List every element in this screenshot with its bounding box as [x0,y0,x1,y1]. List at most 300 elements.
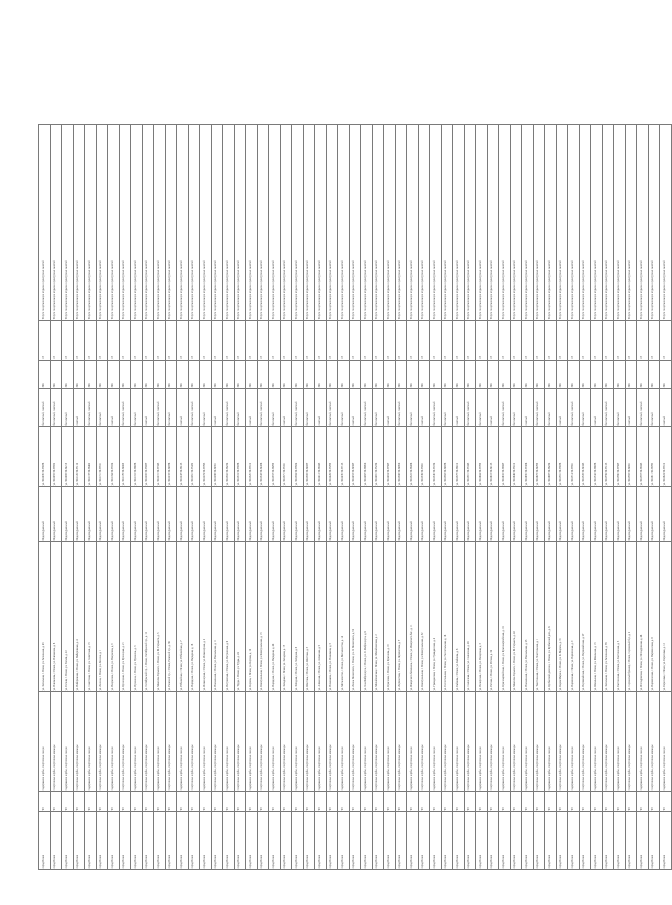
cell-code: ЧЗ [637,792,649,812]
cell-code: ЧЗ [418,792,430,812]
cell-service-description: Услуги по организации отдыха и культурных занятий [602,125,614,321]
cell-municipality: город Псков [211,812,223,870]
cell-municipality: город Псков [349,812,361,870]
cell-category: Спортивные клубы, спортивные команды [50,692,62,792]
cell-payment-type: бесплатный [648,389,660,427]
cell-municipality: город Псков [177,812,189,870]
cell-capacity: 300 [246,361,258,389]
cell-municipality: город Псков [188,812,200,870]
cell-service-description: Услуги по организации отдыха и культурных занятий [326,125,338,321]
cell-address: ул. Звёздная, г. Псков, ул. Звёздная, д. 8 [292,542,304,692]
cell-payment-type: платный [625,389,637,427]
cell-category: Спортивные клубы, спортивные команды [280,692,292,792]
cell-ownership: Индивидуальный [487,487,499,542]
cell-capacity: 300 [487,361,499,389]
cell-address: ул. Красноармейская, г. Псков, ул. Красноармейская, д. 10 [499,542,511,692]
cell-ownership: Индивидуальный [108,487,120,542]
cell-ownership: Индивидуальный [50,487,62,542]
cell-schedule: 1/3 [407,321,419,361]
cell-service-description: Услуги по организации отдыха и культурных занятий [464,125,476,321]
cell-coordinates: ул. 56.0151 56.37921 [96,427,108,487]
cell-coordinates: ул. 56.0439 56.37123 [338,427,350,487]
cell-coordinates: ул. 56.0701 56.35678 [556,427,568,487]
cell-address: ул. Михайловская, г. Псков, ул. Михайловская, д. 2 [372,542,384,692]
cell-ownership: Индивидуальный [269,487,281,542]
cell-coordinates: ул. 56.0329 56.37012 [246,427,258,487]
cell-code: ЧЗ [292,792,304,812]
cell-address: ул. Петровская, г. Псков, ул. Петровская, д. 6 [223,542,235,692]
cell-address: ул. Паровозная, г. Псков, ул. Паровозная, д. 9 [568,542,580,692]
cell-address: ул. Юбилейная, г. Псков, ул. Юбилейная, д. 7 [177,542,189,692]
cell-municipality: город Псков [73,812,85,870]
cell-service-description: Услуги по организации отдыха и культурных занятий [315,125,327,321]
cell-ownership: Индивидуальный [131,487,143,542]
cell-code: ЧЗ [200,792,212,812]
cell-code: ЧЗ [108,792,120,812]
cell-payment-type: бесплатный, платный [39,389,51,427]
cell-code: ЧЗ [73,792,85,812]
cell-capacity: 300 [522,361,534,389]
table-row [556,125,568,870]
cell-code: ЧЗ [522,792,534,812]
cell-code: ЧЗ [372,792,384,812]
cell-ownership: Индивидуальный [119,487,131,542]
cell-category: Спортивные клубы, спортивные команды [464,692,476,792]
cell-category: Содержание клубы, спортивные секции [108,692,120,792]
cell-coordinates: ул. 56.0673 56.34789 [533,427,545,487]
cell-schedule: 1/3 [464,321,476,361]
cell-service-description: Услуги по организации отдыха и культурных занятий [361,125,373,321]
cell-ownership: Индивидуальный [223,487,235,542]
cell-municipality: город Псков [579,812,591,870]
cell-code: ЧЗ [234,792,246,812]
cell-code: ЧЗ [50,792,62,812]
cell-address: ул. Госпитальная, г. Псков, ул. Госпитальная, д. 16 [441,542,453,692]
cell-coordinates: ул. 56.0536 56.35901 [418,427,430,487]
cell-ownership: Индивидуальный [361,487,373,542]
table-row [315,125,327,870]
cell-address: ул. Байкова, г. Псков, ул. Байкова, д. 8 [453,542,465,692]
cell-payment-type: платный [487,389,499,427]
cell-schedule: 1/3 [487,321,499,361]
cell-address: ул. Труда, г. Псков, ул. Труда, д. 24 [234,542,246,692]
cell-ownership: Индивидуальный [326,487,338,542]
cell-schedule: 1/3 [211,321,223,361]
cell-ownership: Индивидуальный [292,487,304,542]
cell-coordinates: ул. 56.0412 56.36345 [315,427,327,487]
cell-category: Содержание клубы, спортивные секции [637,692,649,792]
cell-category: Содержание клубы, спортивные секции [246,692,258,792]
cell-municipality: город Псков [315,812,327,870]
cell-municipality: город Псков [591,812,603,870]
cell-payment-type: платный [142,389,154,427]
cell-payment-type: бесплатный, платный [464,389,476,427]
cell-ownership: Индивидуальный [579,487,591,542]
cell-service-description: Услуги по организации отдыха и культурных занятий [395,125,407,321]
cell-payment-type: платный [418,389,430,427]
table-row [660,125,672,870]
table-row [108,125,120,870]
cell-code: ЧЗ [62,792,74,812]
cell-service-description: Услуги по организации отдыха и культурных занятий [522,125,534,321]
cell-code: ЧЗ [315,792,327,812]
cell-code: ЧЗ [85,792,97,812]
table-row [499,125,511,870]
cell-capacity: 300 [430,361,442,389]
cell-capacity: 300 [338,361,350,389]
cell-address: ул. Пароменская, г. Псков, ул. Пароменская, д. 8 [648,542,660,692]
cell-ownership: Индивидуальный [73,487,85,542]
cell-capacity: 300 [200,361,212,389]
cell-code: ЧЗ [142,792,154,812]
cell-coordinates: ул. 56.0604 56.37789 [476,427,488,487]
cell-category: Содержание клубы, спортивные секции [384,692,396,792]
cell-service-description: Услуги по организации отдыха и культурных занятий [614,125,626,321]
cell-coordinates: ул. 56.0467 56.36890 [361,427,373,487]
cell-capacity: 300 [602,361,614,389]
table-row [545,125,557,870]
cell-municipality: город Псков [372,812,384,870]
cell-capacity: 300 [142,361,154,389]
cell-schedule: 1/3 [660,321,672,361]
cell-category: Содержание клубы, спортивные секции [200,692,212,792]
cell-payment-type: бесплатный [234,389,246,427]
cell-capacity: 300 [177,361,189,389]
cell-payment-type: бесплатный [165,389,177,427]
cell-ownership: Индивидуальный [154,487,166,542]
cell-category: Спортивные клубы, спортивные команды [142,692,154,792]
cell-ownership: Индивидуальный [280,487,292,542]
cell-municipality: город Псков [533,812,545,870]
cell-schedule: 1/3 [545,321,557,361]
cell-schedule: 1/3 [50,321,62,361]
cell-category: Содержание клубы, спортивные секции [361,692,373,792]
cell-ownership: Индивидуальный [303,487,315,542]
cell-capacity: 300 [131,361,143,389]
cell-schedule: 1/3 [280,321,292,361]
cell-capacity: 300 [96,361,108,389]
cell-address: ул. Инженерная, г. Псков, ул. Инженерная, д. 2 [200,542,212,692]
cell-payment-type: бесплатный, платный [85,389,97,427]
cell-schedule: 1/3 [246,321,258,361]
cell-code: ЧЗ [223,792,235,812]
table-row [280,125,292,870]
table-row [568,125,580,870]
cell-coordinates: ул. 56.0549 56.37234 [430,427,442,487]
cell-capacity: 300 [292,361,304,389]
cell-schedule: 1/3 [234,321,246,361]
cell-service-description: Услуги по организации отдыха и культурных занятий [510,125,522,321]
cell-payment-type: бесплатный [96,389,108,427]
cell-service-description: Услуги по организации отдыха и культурных занятий [200,125,212,321]
cell-service-description: Услуги по организации отдыха и культурных занятий [62,125,74,321]
cell-municipality: город Псков [50,812,62,870]
cell-payment-type: бесплатный, платный [50,389,62,427]
cell-schedule: 1/3 [602,321,614,361]
table-row [257,125,269,870]
cell-category: Спортивные клубы, спортивные команды [349,692,361,792]
cell-category: Содержание клубы, спортивные секции [614,692,626,792]
cell-capacity: 300 [384,361,396,389]
cell-ownership: Индивидуальный [211,487,223,542]
cell-coordinates: ул. 56.0426 56.35789 [326,427,338,487]
cell-ownership: Индивидуальный [568,487,580,542]
cell-payment-type: бесплатный [407,389,419,427]
cell-category: Спортивные клубы, спортивные команды [510,692,522,792]
cell-municipality: город Псков [556,812,568,870]
table-row [453,125,465,870]
cell-payment-type: бесплатный, платный [430,389,442,427]
cell-address: ул. Октябрьский пр., г. Псков, Октябрьский пр., д. 12 [142,542,154,692]
table-row [62,125,74,870]
cell-service-description: Услуги по организации отдыха и культурных занятий [177,125,189,321]
table-row [96,125,108,870]
cell-service-description: Услуги по организации отдыха и культурных занятий [39,125,51,321]
table-row [384,125,396,870]
cell-service-description: Услуги по организации отдыха и культурных занятий [533,125,545,321]
cell-ownership: Индивидуальный [637,487,649,542]
cell-capacity: 300 [280,361,292,389]
cell-code: ЧЗ [303,792,315,812]
cell-capacity: 300 [464,361,476,389]
table-row [50,125,62,870]
cell-service-description: Услуги по организации отдыха и культурных занятий [476,125,488,321]
cell-payment-type: платный [660,389,672,427]
cell-category: Спортивные клубы, спортивные команды [73,692,85,792]
cell-code: ЧЗ [579,792,591,812]
cell-municipality: город Псков [200,812,212,870]
table-row [637,125,649,870]
cell-service-description: Услуги по организации отдыха и культурных занятий [165,125,177,321]
cell-payment-type: бесплатный [579,389,591,427]
table-row [177,125,189,870]
cell-coordinates: ул. 56.0714 56.37901 [568,427,580,487]
table-row [349,125,361,870]
cell-municipality: город Псков [234,812,246,870]
cell-category: Содержание клубы, спортивные секции [85,692,97,792]
table-row [269,125,281,870]
cell-ownership: Индивидуальный [453,487,465,542]
cell-address: ул. Коммунальная, г. Псков, ул. Коммунальная, д. 13 [257,542,269,692]
cell-code: ЧЗ [591,792,603,812]
cell-schedule: 1/3 [177,321,189,361]
cell-schedule: 1/3 [292,321,304,361]
cell-coordinates: ул. 56.0646 56.35012 [510,427,522,487]
cell-address: ул. Леона Поземского, г. Псков, ул. Л. Поземского, д. 92 [349,542,361,692]
cell-ownership: Индивидуальный [625,487,637,542]
cell-coordinates: ул. 56.0398 56.34987 [303,427,315,487]
cell-ownership: Индивидуальный [510,487,522,542]
cell-schedule: 1/3 [556,321,568,361]
cell-address: ул. Ротная, г. Псков, ул. Ротная, д. 34 [487,542,499,692]
cell-coordinates: ул. 56.0797 56.36345 [637,427,649,487]
cell-ownership: Индивидуальный [464,487,476,542]
cell-schedule: 1/3 [349,321,361,361]
cell-code: ЧЗ [510,792,522,812]
cell-payment-type: бесплатный [269,389,281,427]
cell-coordinates: ул. 56.0343 56.34456 [257,427,269,487]
cell-coordinates: ул. 56.0522 56.36456 [407,427,419,487]
cell-ownership: Индивидуальный [476,487,488,542]
cell-capacity: 300 [591,361,603,389]
cell-category: Спортивные клубы, спортивные команды [119,692,131,792]
cell-coordinates: ул. 56.0274 56.37765 [200,427,212,487]
cell-code: ЧЗ [338,792,350,812]
cell-municipality: город Псков [131,812,143,870]
cell-category: Содержание клубы, спортивные секции [315,692,327,792]
cell-coordinates: ул. 56.0192 56.36678 [131,427,143,487]
cell-category: Спортивные клубы, спортивные команды [303,692,315,792]
cell-coordinates: ул. 56.0481 56.35234 [372,427,384,487]
cell-code: ЧЗ [453,792,465,812]
cell-coordinates: ул. 56.0824 56.37012 [660,427,672,487]
cell-payment-type: бесплатный, платный [395,389,407,427]
cell-schedule: 1/3 [637,321,649,361]
cell-municipality: город Псков [292,812,304,870]
cell-capacity: 300 [579,361,591,389]
cell-code: ЧЗ [556,792,568,812]
cell-municipality: город Псков [62,812,74,870]
cell-capacity: 300 [326,361,338,389]
cell-schedule: 1/3 [85,321,97,361]
cell-payment-type: бесплатный, платный [154,389,166,427]
cell-service-description: Услуги по организации отдыха и культурных занятий [73,125,85,321]
cell-ownership: Индивидуальный [384,487,396,542]
cell-ownership: Индивидуальный [246,487,258,542]
cell-ownership: Индивидуальный [441,487,453,542]
cell-ownership: Индивидуальный [556,487,568,542]
cell-category: Спортивные клубы, спортивные команды [326,692,338,792]
cell-payment-type: платный [315,389,327,427]
cell-service-description: Услуги по организации отдыха и культурных занятий [85,125,97,321]
cell-capacity: 300 [533,361,545,389]
cell-schedule: 1/3 [522,321,534,361]
cell-ownership: Индивидуальный [234,487,246,542]
table-body [39,125,672,870]
cell-coordinates: ул. 56.0728 56.34345 [579,427,591,487]
cell-service-description: Услуги по организации отдыха и культурных занятий [487,125,499,321]
cell-category: Содержание клубы, спортивные секции [591,692,603,792]
cell-service-description: Услуги по организации отдыха и культурных занятий [579,125,591,321]
cell-address: ул. Николаева, г. Псков, ул. Николаева, д. 5 [326,542,338,692]
cell-category: Содержание клубы, спортивные секции [499,692,511,792]
cell-municipality: город Псков [545,812,557,870]
cell-payment-type: бесплатный, платный [499,389,511,427]
cell-schedule: 1/3 [568,321,580,361]
cell-category: Содержание клубы, спортивные секции [660,692,672,792]
cell-service-description: Услуги по организации отдыха и культурных занятий [234,125,246,321]
table-row [533,125,545,870]
cell-coordinates: ул. 56.0178 56.34009 [119,427,131,487]
cell-municipality: город Псков [464,812,476,870]
cell-address: ул. Краснова, г. Псков, ул. Краснова, д. 19 [384,542,396,692]
cell-service-description: Услуги по организации отдыха и культурных занятий [119,125,131,321]
cell-service-description: Услуги по организации отдыха и культурных занятий [246,125,258,321]
cell-ownership: Индивидуальный [660,487,672,542]
cell-payment-type: бесплатный, платный [602,389,614,427]
cell-category: Спортивные клубы, спортивные команды [579,692,591,792]
table-row [246,125,258,870]
cell-address: ул. Рижский пр., г. Псков, Рижский пр., д. 30 [165,542,177,692]
cell-address: ул. Текстильная, г. Псков, ул. Текстильная, д. 1 [533,542,545,692]
cell-coordinates: ул. 56.0316 56.35678 [234,427,246,487]
cell-municipality: город Псков [637,812,649,870]
table-row [648,125,660,870]
cell-code: ЧЗ [487,792,499,812]
cell-payment-type: бесплатный [545,389,557,427]
cell-coordinates: ул. 56.0247 56.36123 [177,427,189,487]
cell-category: Содержание клубы, спортивные секции [62,692,74,792]
cell-municipality: город Псков [430,812,442,870]
cell-schedule: 1/3 [131,321,143,361]
cell-service-description: Услуги по организации отдыха и культурных занятий [223,125,235,321]
cell-capacity: 300 [476,361,488,389]
cell-address: ул. Кузбасской дивизии, г. Псков, ул. Кузбасской див., д. 6 [545,542,557,692]
cell-category: Содержание клубы, спортивные секции [545,692,557,792]
cell-code: ЧЗ [154,792,166,812]
cell-code: ЧЗ [614,792,626,812]
cell-address: ул. Запольная, г. Псков, ул. Запольная, д. 70 [602,542,614,692]
cell-capacity: 300 [165,361,177,389]
cell-municipality: город Псков [625,812,637,870]
cell-coordinates: ул. 56.0357 56.36789 [269,427,281,487]
cell-category: Спортивные клубы, спортивные команды [602,692,614,792]
table-row [200,125,212,870]
cell-municipality: город Псков [142,812,154,870]
cell-address: ул. Вокзальная, г. Псков, ул. Вокзальная, д. 11 [211,542,223,692]
cell-address: ул. Шестака, г. Псков, ул. Шестака, д. 3 [303,542,315,692]
cell-municipality: город Псков [384,812,396,870]
cell-code: ЧЗ [361,792,373,812]
cell-ownership: Индивидуальный [372,487,384,542]
cell-municipality: город Псков [39,812,51,870]
cell-category: Содержание клубы, спортивные секции [131,692,143,792]
cell-category: Содержание клубы, спортивные секции [407,692,419,792]
cell-category: Спортивные клубы, спортивные команды [487,692,499,792]
cell-address: ул. Кирова, г. Псков, ул. Кирова, д. 10 [246,542,258,692]
cell-payment-type: платный [556,389,568,427]
table-row [441,125,453,870]
cell-schedule: 1/3 [96,321,108,361]
cell-coordinates: ул. 56.0055 56.37852 [50,427,62,487]
cell-municipality: город Псков [441,812,453,870]
cell-municipality: город Псков [648,812,660,870]
cell-address: ул. Максима Горького, г. Псков, ул. М. Горького, д. 42 [510,542,522,692]
cell-ownership: Индивидуальный [545,487,557,542]
cell-category: Спортивные клубы, спортивные команды [441,692,453,792]
cell-service-description: Услуги по организации отдыха и культурных занятий [625,125,637,321]
table-row [372,125,384,870]
cell-municipality: город Псков [108,812,120,870]
cell-schedule: 1/3 [384,321,396,361]
table-row [464,125,476,870]
cell-service-description: Услуги по организации отдыха и культурных занятий [384,125,396,321]
cell-payment-type: платный [522,389,534,427]
cell-code: ЧЗ [39,792,51,812]
cell-code: ЧЗ [660,792,672,812]
cell-category: Содержание клубы, спортивные секции [522,692,534,792]
cell-ownership: Индивидуальный [315,487,327,542]
cell-schedule: 1/3 [165,321,177,361]
cell-address: ул. Яна Фабрициуса, г. Псков, ул. Я. Фабрициуса, д. 6 [361,542,373,692]
cell-address: ул. Вокзальная, г. Псков, ул. Вокзальная, д. 25 [522,542,534,692]
cell-address: ул. Пушкина, г. Псков, ул. Пушкина, д. 3 [131,542,143,692]
cell-capacity: 300 [62,361,74,389]
cell-category: Содержание клубы, спортивные секции [476,692,488,792]
table-row [487,125,499,870]
cell-municipality: город Псков [407,812,419,870]
cell-ownership: Индивидуальный [62,487,74,542]
